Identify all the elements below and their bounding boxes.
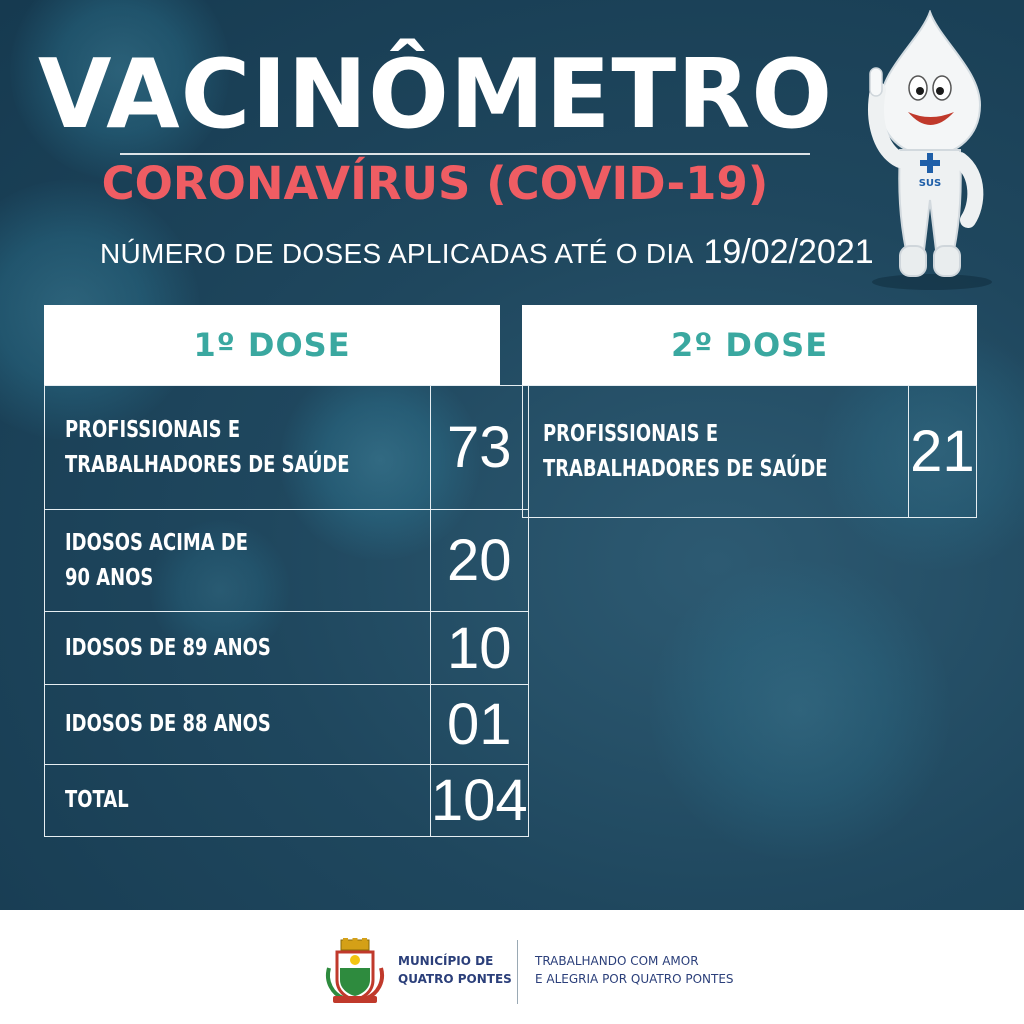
- ze-gotinha-mascot-icon: [850, 10, 1010, 292]
- slogan: [535, 952, 734, 988]
- municipality-name: [398, 952, 512, 988]
- row-value: 01: [430, 685, 528, 765]
- poster-title: VACINÔMETRO: [38, 40, 834, 150]
- row-value: 21: [908, 386, 976, 518]
- date-line: [100, 233, 874, 272]
- row-value: 20: [430, 510, 528, 612]
- table-row: [45, 386, 529, 510]
- slogan-line1: TRABALHANDO COM AMOR: [535, 954, 699, 968]
- municipality-crest-icon: [323, 938, 387, 1004]
- virus-decoration-icon: [650, 560, 950, 860]
- dose2-table: [522, 385, 977, 518]
- table-row: [523, 386, 977, 518]
- total-value: 104: [430, 765, 528, 837]
- row-value: 10: [430, 612, 528, 685]
- row-label: IDOSOS DE 88 ANOS: [45, 685, 431, 765]
- slogan-line2: E ALEGRIA POR QUATRO PONTES: [535, 972, 734, 986]
- poster-subtitle: CORONAVÍRUS (COVID-19): [101, 157, 769, 210]
- table-row: [45, 510, 529, 612]
- footer: [0, 910, 1024, 1024]
- row-label: PROFISSIONAIS E TRABALHADORES DE SAÚDE: [45, 386, 431, 510]
- row-label: IDOSOS ACIMA DE 90 ANOS: [45, 510, 431, 612]
- dose1-panel: [44, 305, 528, 837]
- mascot-badge: SUS: [918, 178, 942, 189]
- dose1-header: 1º DOSE: [44, 305, 500, 385]
- municipality-line2: QUATRO PONTES: [398, 972, 512, 986]
- table-row: [45, 612, 529, 685]
- table-row: [45, 765, 529, 837]
- dose2-header: 2º DOSE: [522, 305, 977, 385]
- row-value: 73: [430, 386, 528, 510]
- date-label: NÚMERO DE DOSES APLICADAS ATÉ O DIA: [100, 238, 694, 269]
- title-divider: [120, 153, 810, 155]
- dose1-table: [44, 385, 529, 837]
- row-label: TOTAL: [45, 765, 431, 837]
- row-label: PROFISSIONAIS E TRABALHADORES DE SAÚDE: [523, 386, 909, 518]
- date-value: 19/02/2021: [703, 233, 874, 271]
- row-label: IDOSOS DE 89 ANOS: [45, 612, 431, 685]
- table-row: [45, 685, 529, 765]
- municipality-line1: MUNICÍPIO DE: [398, 954, 494, 968]
- footer-divider: [517, 940, 518, 1004]
- dose2-panel: [522, 305, 977, 518]
